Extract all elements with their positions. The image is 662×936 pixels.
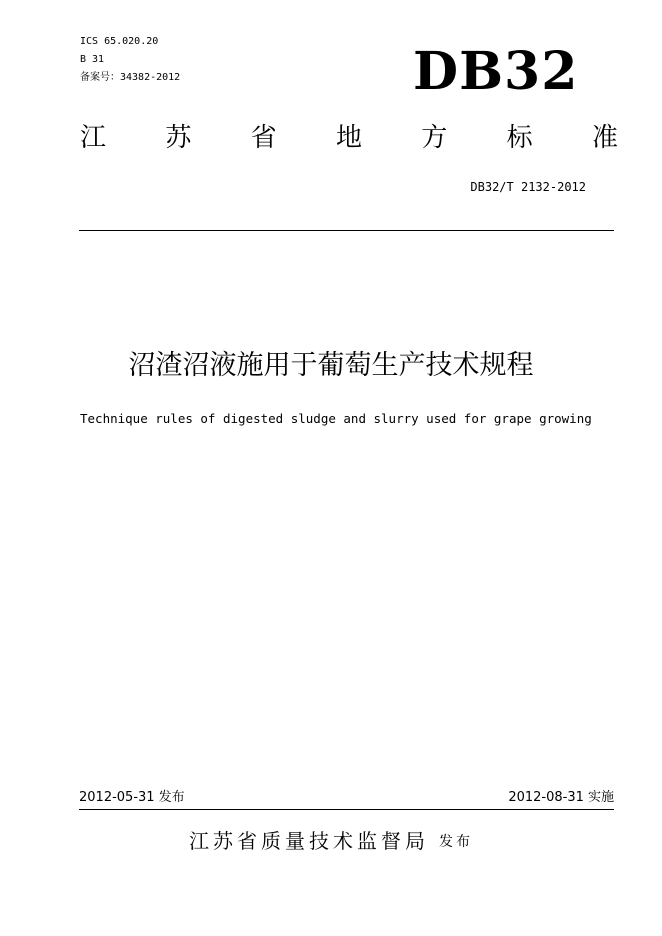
standard-type-char: 标 bbox=[506, 123, 533, 153]
standard-number: DB32/T 2132-2012 bbox=[470, 180, 586, 194]
classification-block bbox=[80, 33, 180, 87]
ccs-code: B 31 bbox=[80, 54, 105, 65]
issuer-suffix: 发布 bbox=[439, 834, 473, 850]
standard-type-char: 省 bbox=[250, 123, 277, 153]
standard-type-char: 江 bbox=[79, 123, 106, 153]
chinese-title: 沼渣沼液施用于葡萄生产技术规程 bbox=[128, 350, 534, 381]
standard-type-char: 地 bbox=[335, 123, 362, 153]
issuing-organization: 江苏省质量技术监督局 bbox=[189, 829, 429, 853]
english-title: Technique rules of digested sludge and slurry used for grape growing bbox=[80, 411, 592, 426]
standard-type-char: 准 bbox=[591, 123, 618, 153]
issuer-line bbox=[0, 826, 662, 856]
standard-type-char: 方 bbox=[421, 123, 448, 153]
ics-code: ICS 65.020.20 bbox=[80, 36, 159, 47]
standard-type-char: 苏 bbox=[165, 123, 192, 153]
implementation-date: 2012-08-31 实施 bbox=[508, 790, 614, 805]
issue-date: 2012-05-31 发布 bbox=[79, 790, 185, 805]
bottom-divider bbox=[79, 809, 614, 810]
standard-type-heading bbox=[79, 118, 619, 158]
record-number: 备案号：34382-2012 bbox=[80, 72, 181, 83]
top-divider bbox=[79, 230, 614, 231]
db-mark: DB32 bbox=[413, 41, 579, 102]
